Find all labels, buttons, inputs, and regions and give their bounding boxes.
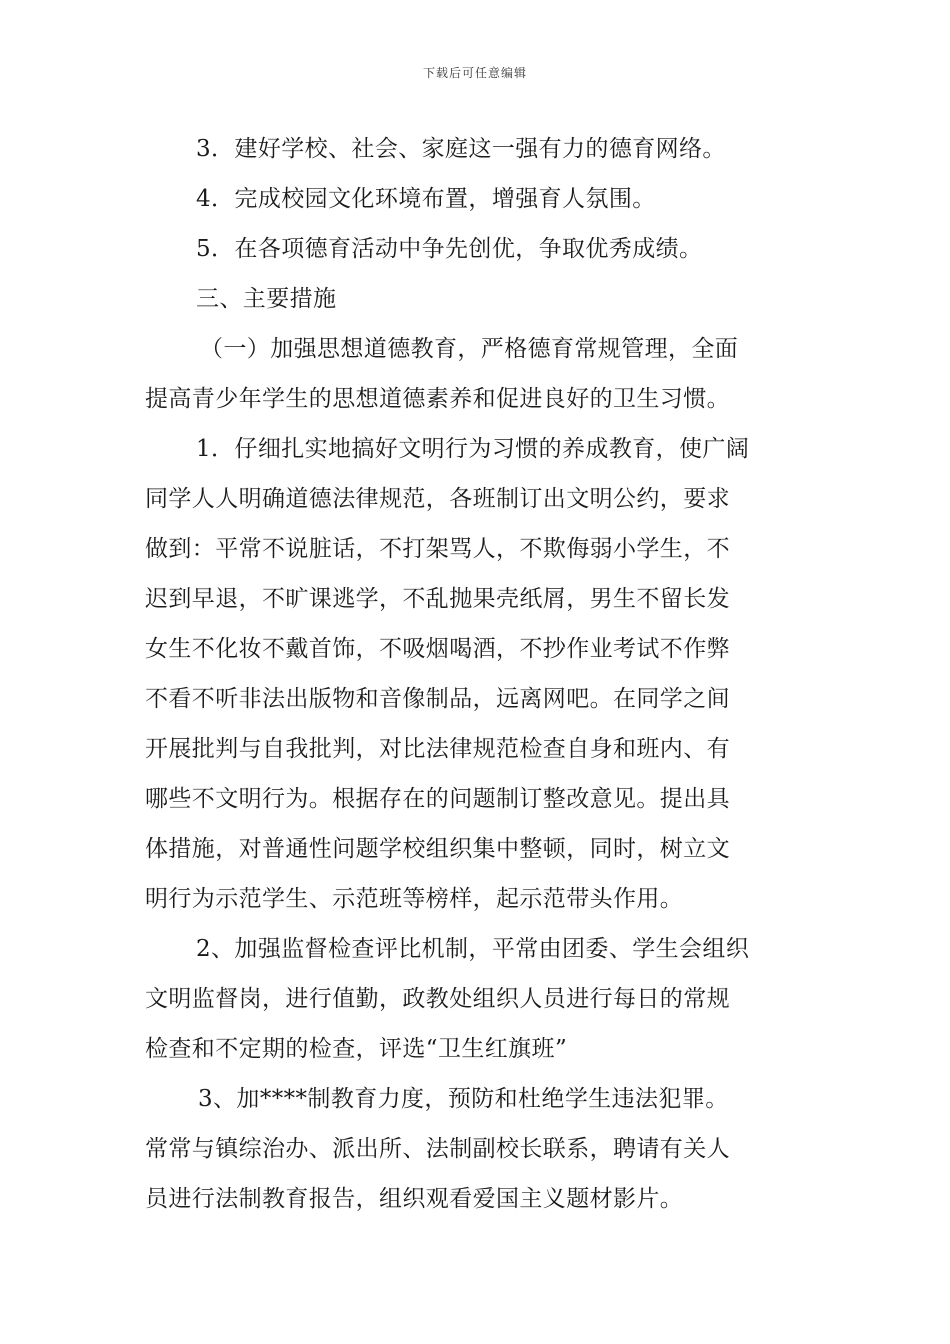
text-line-3: 5．在各项德育活动中争先创优，争取优秀成绩。	[196, 236, 703, 262]
text-line-22: 员进行法制教育报告，组织观看爱国主义题材影片。	[145, 1186, 684, 1212]
text-line-18: 文明监督岗，进行值勤，政教处组织人员进行每日的常规	[145, 986, 730, 1012]
text-line-12: 不看不听非法出版物和音像制品，远离网吧。在同学之间	[145, 686, 730, 712]
text-line-20: 3、加****制教育力度，预防和杜绝学生违法犯罪。	[198, 1086, 729, 1112]
text-line-10: 迟到早退，不旷课逃学，不乱抛果壳纸屑，男生不留长发	[145, 586, 730, 612]
text-line-5: （一）加强思想道德教育，严格德育常规管理，全面	[200, 336, 739, 362]
text-line-7: 1．仔细扎实地搞好文明行为习惯的养成教育，使广阔	[196, 436, 750, 462]
text-line-11: 女生不化妆不戴首饰，不吸烟喝酒，不抄作业考试不作弊	[145, 636, 730, 662]
text-line-19: 检查和不定期的检查，评选“卫生红旗班”	[145, 1036, 568, 1062]
text-line-6: 提高青少年学生的思想道德素养和促进良好的卫生习惯。	[145, 386, 730, 412]
text-line-1: 3．建好学校、社会、家庭这一强有力的德育网络。	[196, 136, 726, 162]
text-line-14: 哪些不文明行为。根据存在的问题制订整改意见。提出具	[145, 786, 730, 812]
section-heading: 三、主要措施	[196, 286, 337, 312]
text-line-21: 常常与镇综治办、派出所、法制副校长联系，聘请有关人	[145, 1136, 730, 1162]
page-header: 下载后可任意编辑	[422, 66, 527, 80]
text-line-15: 体措施，对普通性问题学校组织集中整顿，同时，树立文	[145, 836, 730, 862]
text-line-16: 明行为示范学生、示范班等榜样，起示范带头作用。	[145, 886, 684, 912]
text-line-9: 做到：平常不说脏话，不打架骂人，不欺侮弱小学生，不	[145, 536, 730, 562]
text-line-13: 开展批判与自我批判，对比法律规范检查自身和班内、有	[145, 736, 730, 762]
text-line-2: 4．完成校园文化环境布置，增强育人氛围。	[196, 186, 656, 212]
text-line-17: 2、加强监督检查评比机制，平常由团委、学生会组织	[196, 936, 750, 962]
text-line-8: 同学人人明确道德法律规范，各班制订出文明公约，要求	[145, 486, 730, 512]
